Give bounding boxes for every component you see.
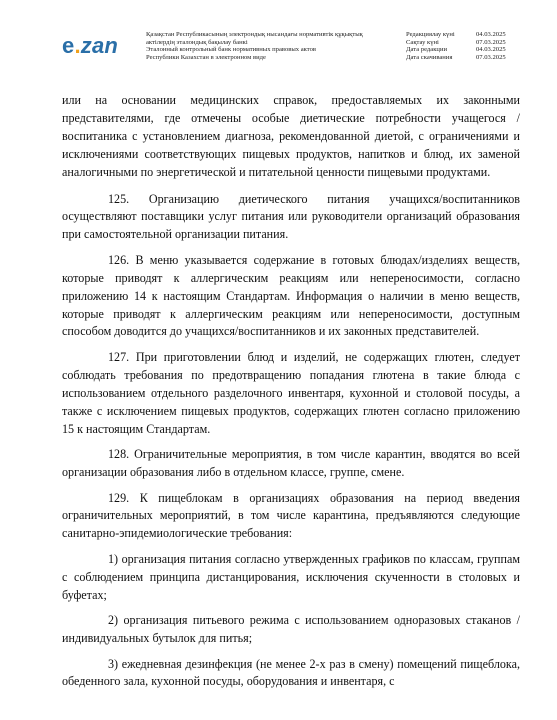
paragraph-125: 125. Организацию диетического питания учащихся/воспитанников осуществляют поставщики услуг питания или руководители организаций образования при самостоятельной организации питания. — [62, 191, 520, 242]
paragraph-129: 129. К пищеблокам в организациях образования на период введения ограничительных мероприятий, в том числе карантина, предъявляются следующие санитарно-эпидемиологические требования: — [62, 490, 520, 541]
logo-dot: . — [74, 33, 81, 58]
paragraph-127: 127. При приготовлении блюд и изделий, не содержащих глютен, следует соблюдать требования по предотвращению попадания глютена в такие блюда с использованием отдельного разделочного инвентаря, кухонной и столовой посуды, а также с исключением пищевых продуктов, содержащих глютен согласно приложению 15 к настоящим Стандартам. — [62, 349, 520, 436]
meta-row-edit-date: Дата редакции 04.03.2025 — [406, 46, 506, 54]
paragraph-128: 128. Ограничительные мероприятия, в том числе карантин, вводятся во всей организации образования либо в отдельном классе, группе, смене. — [62, 447, 520, 479]
header-bank-title — [146, 31, 382, 61]
paragraph-126: 126. В меню указывается содержание в готовых блюдах/изделиях веществ, которые приводят к аллергическим реакциям или непереносимости, согласно приложению 14 к настоящим Стандартам. Информация о наличии в меню веществ, которые приводят к аллергическим реакциям или непереносимости, доступным способом доводится до учащихся/воспитанников и их законных представителей. — [62, 252, 520, 339]
header-line-kz-2: актілердің эталондық бақылау банкі — [146, 38, 248, 46]
header-line-ru-2: Республики Казахстан в электронном виде — [146, 53, 266, 61]
logo-e: e — [62, 33, 75, 58]
paragraph-continuation: или на основании медицинских справок, предоставляемых их законными представителями, где отмечены особые диетические потребности учащегося /воспитаника с установлением диагноза, рекомендованной диетой, с ограничениями и исключениями соответствующих пищевых продуктов, напитков и блюд, их заменой аналогичными по энергетической и питательной ценности пищевыми продуктами. — [62, 93, 520, 179]
meta-row-save-date-kz: Сақтау күні 07.03.2025 — [406, 38, 506, 46]
header-line-ru-1: Эталонный контрольный банк нормативных правовых актов — [146, 46, 316, 54]
header-dates — [406, 31, 516, 61]
document-body — [62, 92, 520, 699]
logo-zan: zan — [80, 33, 119, 58]
meta-row-download-date: Дата скачивания 07.03.2025 — [406, 53, 506, 61]
document-header — [0, 0, 557, 90]
header-line-kz-1: Қазақстан Республикасының электрондық нысандағы нормативтік құқықтық — [146, 31, 363, 38]
ezan-logo[interactable] — [62, 33, 118, 59]
paragraph-129-item-1: 1) организация питания согласно утвержденных графиков по классам, группам с соблюдением принципа дистанцирования, исключения скученности в столовых и буфетах; — [62, 551, 520, 602]
paragraph-129-item-2: 2) организация питьевого режима с использованием одноразовых стаканов /индивидуальных бутылок для питья; — [62, 613, 520, 646]
meta-row-edit-date-kz: Редакциялау күні 04.03.2025 — [406, 31, 506, 38]
paragraph-129-item-3: 3) ежедневная дезинфекция (не менее 2-х раз в смену) помещений пищеблока, обеденного зала, кухонной посуды, оборудования и инвентаря, с — [62, 656, 520, 689]
